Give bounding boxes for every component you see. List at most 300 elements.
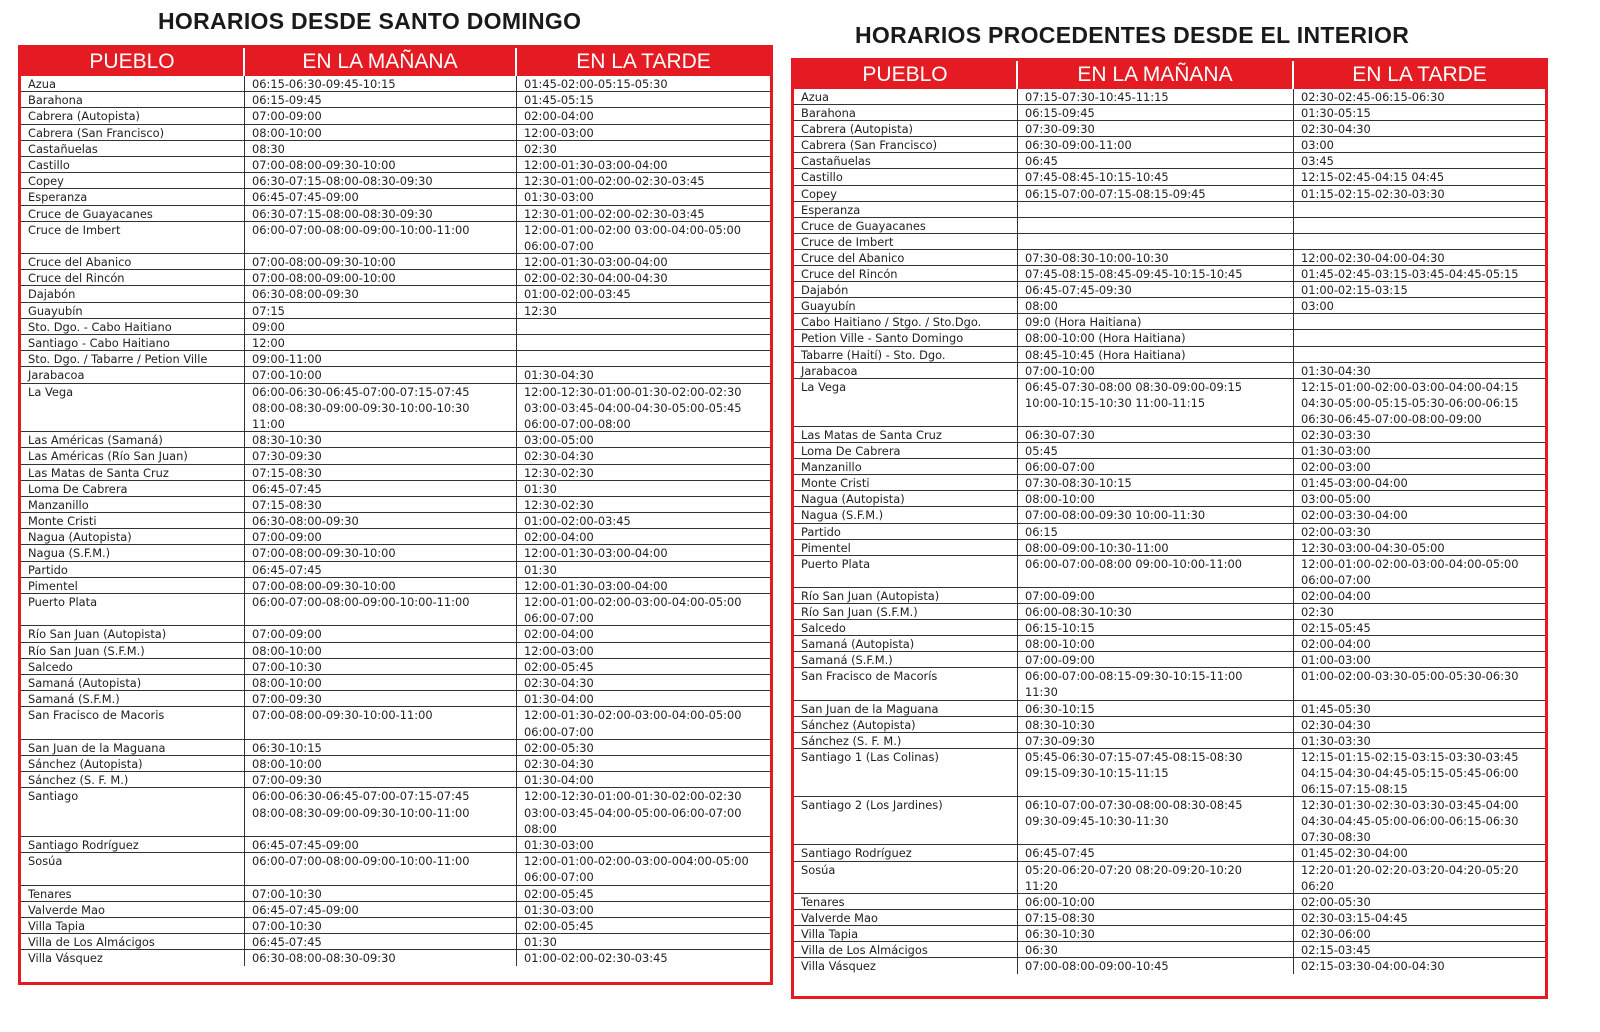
morning-cell: 07:30-08:30-10:15: [1018, 475, 1294, 490]
table-row: [794, 652, 1545, 668]
morning-cell: 06:30-07:15-08:00-08:30-09:30: [245, 173, 517, 188]
afternoon-cell: 01:00-03:00: [1301, 653, 1371, 668]
morning-cell: 09:0 (Hora Haitiana): [1018, 314, 1294, 329]
morning-cell: 06:45-07:45: [245, 934, 517, 949]
table-row: [21, 594, 770, 626]
morning-cell: 06:10-07:00-07:30-08:00-08:30-08:45 09:30-09:45-10:30-11:30: [1018, 797, 1294, 844]
morning-cell: [1018, 218, 1294, 233]
morning-cell: 05:20-06:20-07:20 08:20-09:20-10:20 11:20: [1018, 862, 1294, 893]
morning-cell: 06:15-10:15: [1018, 620, 1294, 635]
table-row: [21, 529, 770, 545]
afternoon-cell: 01:00-02:00-03:45: [524, 514, 631, 529]
afternoon-cell: 12:00-01:30-03:00-04:00: [524, 546, 668, 561]
afternoon-cell: 02:00-03:30: [1301, 524, 1371, 539]
afternoon-cell: 12:15-01:00-02:00-03:00-04:00-04:15 04:30-05:00-05:15-05:30-06:00-06:15 06:30-06:45-07:00-08:00-09:00: [1301, 379, 1519, 426]
town-cell: Esperanza: [794, 202, 1018, 217]
table-row: [21, 384, 770, 433]
table-row: [21, 902, 770, 918]
left-title: HORARIOS DESDE SANTO DOMINGO: [158, 8, 582, 34]
afternoon-cell: 12:00-03:00: [524, 643, 594, 658]
morning-cell: 06:00-06:30-06:45-07:00-07:15-07:45 08:00-08:30-09:00-09:30-10:00-11:00: [245, 788, 517, 836]
morning-cell: 06:15: [1018, 524, 1294, 539]
afternoon-cell: 12:00-01:00-02:00-03:00-04:00-05:00 06:00-07:00: [524, 595, 742, 626]
afternoon-cell: 02:15-05:45: [1301, 621, 1371, 636]
town-cell: Manzanillo: [794, 459, 1018, 474]
schedule-table-from-santo-domingo: [18, 45, 773, 985]
table-row: [794, 475, 1545, 491]
afternoon-cell: 12:00-01:30-03:00-04:00: [524, 255, 668, 270]
afternoon-cell: 02:30-04:30: [524, 676, 594, 690]
morning-cell: 07:00-08:00-09:00-10:00: [245, 270, 517, 285]
morning-cell: 06:45-07:45-09:30: [1018, 282, 1294, 297]
table-row: [794, 958, 1545, 974]
table-row: [21, 659, 770, 675]
afternoon-cell: 03:00-05:00: [1301, 492, 1371, 507]
table-row: [794, 524, 1545, 540]
table-row: [21, 270, 770, 286]
town-cell: Copey: [21, 173, 245, 188]
morning-cell: 06:45-07:45: [245, 562, 517, 577]
table-row: [794, 717, 1545, 733]
morning-cell: 07:45-08:15-08:45-09:45-10:15-10:45: [1018, 266, 1294, 281]
table-body: [794, 89, 1545, 974]
morning-cell: 06:45-07:45-09:00: [245, 837, 517, 852]
afternoon-cell: 01:00-02:15-03:15: [1301, 283, 1408, 298]
afternoon-cell: 02:00-05:45: [524, 659, 594, 674]
town-cell: San Fracisco de Macoris: [21, 707, 245, 738]
morning-cell: 06:45-07:45: [245, 481, 517, 496]
morning-cell: 06:45-07:45: [1018, 845, 1294, 860]
afternoon-cell: 02:00-05:45: [524, 918, 594, 933]
afternoon-cell: [517, 335, 770, 350]
morning-cell: 07:00-10:00: [245, 367, 517, 382]
table-row: [794, 121, 1545, 137]
table-row: [21, 562, 770, 578]
afternoon-cell: 01:00-02:00-03:45: [524, 287, 631, 302]
table-row: [21, 351, 770, 367]
town-cell: Santiago Rodríguez: [21, 837, 245, 852]
table-row: [794, 507, 1545, 523]
table-row: [794, 910, 1545, 926]
afternoon-cell: 01:45-03:00-04:00: [1301, 476, 1408, 491]
afternoon-cell: 03:00-05:00: [524, 433, 594, 448]
afternoon-cell: [1294, 330, 1545, 345]
morning-cell: 06:15-07:00-07:15-08:15-09:45: [1018, 186, 1294, 201]
town-cell: Cabrera (San Francisco): [794, 137, 1018, 152]
table-row: [21, 222, 770, 254]
morning-cell: 06:15-06:30-09:45-10:15: [245, 76, 517, 91]
table-row: [21, 141, 770, 157]
table-row: [794, 459, 1545, 475]
table-row: [794, 347, 1545, 363]
afternoon-cell: 01:30: [524, 935, 557, 950]
town-cell: Partido: [21, 562, 245, 577]
town-cell: Guayubín: [794, 298, 1018, 313]
town-cell: La Vega: [21, 384, 245, 432]
morning-cell: 06:00-10:00: [1018, 894, 1294, 909]
afternoon-cell: 02:00-05:30: [1301, 894, 1371, 909]
table-row: [21, 626, 770, 642]
morning-cell: 08:30: [245, 141, 517, 156]
column-header-morning: EN LA MAÑANA: [1018, 61, 1294, 89]
table-row: [794, 733, 1545, 749]
morning-cell: 06:30-08:00-09:30: [245, 513, 517, 528]
table-row: [794, 862, 1545, 894]
town-cell: Sto. Dgo. / Tabarre / Petion Ville: [21, 351, 245, 366]
table-header: [794, 61, 1545, 89]
table-body: [21, 76, 770, 966]
table-row: [21, 772, 770, 788]
table-row: [794, 540, 1545, 556]
table-row: [21, 497, 770, 513]
table-row: [21, 934, 770, 950]
morning-cell: 06:15-09:45: [1018, 105, 1294, 120]
table-row: [21, 367, 770, 383]
afternoon-cell: 12:30-02:30: [524, 497, 594, 512]
afternoon-cell: 02:00-03:00: [1301, 460, 1371, 475]
afternoon-cell: [1294, 218, 1545, 233]
afternoon-cell: 01:15-02:15-02:30-03:30: [1301, 186, 1445, 201]
afternoon-cell: 01:30-04:00: [524, 692, 594, 707]
town-cell: Jarabacoa: [794, 363, 1018, 378]
morning-cell: 07:00-09:30: [245, 691, 517, 706]
morning-cell: 06:45: [1018, 153, 1294, 168]
town-cell: Sánchez (S. F. M.): [794, 733, 1018, 748]
town-cell: Barahona: [794, 105, 1018, 120]
table-row: [21, 740, 770, 756]
morning-cell: 06:00-07:00-08:00 09:00-10:00-11:00: [1018, 556, 1294, 587]
afternoon-cell: 02:00-04:00: [524, 627, 594, 642]
morning-cell: 06:00-08:30-10:30: [1018, 604, 1294, 619]
town-cell: Santiago - Cabo Haitiano: [21, 335, 245, 350]
morning-cell: 07:15-07:30-10:45-11:15: [1018, 89, 1294, 104]
column-header-afternoon: EN LA TARDE: [1352, 63, 1487, 86]
town-cell: Manzanillo: [21, 497, 245, 512]
table-row: [794, 668, 1545, 700]
afternoon-cell: 12:00-01:00-02:00-03:00-04:00-05:00 06:00-07:00: [1301, 556, 1519, 587]
town-cell: Río San Juan (Autopista): [794, 588, 1018, 603]
table-row: [21, 481, 770, 497]
town-cell: Cruce de Imbert: [794, 234, 1018, 249]
morning-cell: 06:15-09:45: [245, 92, 517, 107]
table-row: [21, 108, 770, 124]
morning-cell: 07:30-09:30: [245, 448, 517, 463]
table-row: [21, 206, 770, 222]
town-cell: Villa de Los Almácigos: [794, 942, 1018, 957]
town-cell: Las Américas (Samaná): [21, 432, 245, 447]
town-cell: Río San Juan (Autopista): [21, 626, 245, 641]
morning-cell: 06:30-09:00-11:00: [1018, 137, 1294, 152]
afternoon-cell: [517, 351, 770, 366]
morning-cell: 07:00-08:00-09:30-10:00: [245, 578, 517, 593]
town-cell: Villa Tapia: [21, 918, 245, 933]
morning-cell: 07:00-08:00-09:00-10:45: [1018, 958, 1294, 974]
town-cell: Barahona: [21, 92, 245, 107]
afternoon-cell: 12:20-01:20-02:20-03:20-04:20-05:20 06:20: [1301, 862, 1519, 893]
town-cell: Río San Juan (S.F.M.): [794, 604, 1018, 619]
table-row: [21, 335, 770, 351]
afternoon-cell: 02:00-03:30-04:00: [1301, 508, 1408, 523]
afternoon-cell: 01:45-02:30-04:00: [1301, 846, 1408, 861]
afternoon-cell: 12:00-12:30-01:00-01:30-02:00-02:30 03:00-03:45-04:00-05:00-06:00-07:00 08:00: [524, 789, 742, 836]
table-row: [21, 465, 770, 481]
town-cell: Sánchez (S. F. M.): [21, 772, 245, 787]
town-cell: Río San Juan (S.F.M.): [21, 643, 245, 658]
afternoon-cell: 02:00-02:30-04:00-04:30: [524, 271, 668, 286]
morning-cell: 08:00-10:00: [245, 125, 517, 140]
town-cell: Jarabacoa: [21, 367, 245, 382]
morning-cell: 06:00-06:30-06:45-07:00-07:15-07:45 08:00-08:30-09:00-09:30-10:00-10:30 11:00: [245, 384, 517, 432]
afternoon-cell: 01:00-02:00-02:30-03:45: [524, 951, 668, 966]
morning-cell: 06:00-07:00-08:15-09:30-10:15-11:00 11:30: [1018, 668, 1294, 699]
town-cell: Castañuelas: [21, 141, 245, 156]
town-cell: San Juan de la Maguana: [794, 701, 1018, 716]
town-cell: Cruce del Rincón: [794, 266, 1018, 281]
table-row: [21, 448, 770, 464]
town-cell: Castillo: [21, 157, 245, 172]
afternoon-cell: 01:45-02:00-05:15-05:30: [524, 77, 668, 91]
table-row: [794, 234, 1545, 250]
town-cell: Copey: [794, 186, 1018, 201]
town-cell: Cruce de Guayacanes: [794, 218, 1018, 233]
morning-cell: 07:30-08:30-10:00-10:30: [1018, 250, 1294, 265]
morning-cell: 07:15-08:30: [245, 497, 517, 512]
afternoon-cell: 12:30-01:00-02:00-02:30-03:45: [524, 174, 705, 189]
morning-cell: 06:30-10:30: [1018, 926, 1294, 941]
table-row: [21, 578, 770, 594]
morning-cell: 07:00-09:00: [1018, 588, 1294, 603]
town-cell: Puerto Plata: [794, 556, 1018, 587]
afternoon-cell: 02:30-04:30: [1301, 717, 1371, 732]
morning-cell: 07:15-08:30: [245, 465, 517, 480]
town-cell: La Vega: [794, 379, 1018, 426]
table-row: [21, 643, 770, 659]
table-row: [794, 604, 1545, 620]
table-row: [21, 886, 770, 902]
town-cell: Cabrera (San Francisco): [21, 125, 245, 140]
afternoon-cell: 02:00-04:00: [1301, 637, 1371, 652]
afternoon-cell: 02:30: [1301, 605, 1334, 620]
morning-cell: 07:15-08:30: [1018, 910, 1294, 925]
morning-cell: 07:00-09:00: [245, 626, 517, 641]
table-row: [794, 749, 1545, 797]
morning-cell: 07:00-10:30: [245, 659, 517, 674]
morning-cell: 08:30-10:30: [245, 432, 517, 447]
afternoon-cell: 01:30-04:00: [524, 773, 594, 788]
morning-cell: 07:00-08:00-09:30-10:00: [245, 157, 517, 172]
town-cell: Salcedo: [794, 620, 1018, 635]
table-row: [794, 89, 1545, 105]
afternoon-cell: 02:00-04:00: [524, 530, 594, 545]
table-row: [794, 491, 1545, 507]
morning-cell: 07:00-09:00: [1018, 652, 1294, 667]
morning-cell: 06:30-08:00-09:30: [245, 286, 517, 301]
town-cell: Pimentel: [21, 578, 245, 593]
column-header-town: PUEBLO: [21, 48, 245, 76]
morning-cell: 07:30-09:30: [1018, 733, 1294, 748]
afternoon-cell: 02:30-03:15-04:45: [1301, 910, 1408, 925]
afternoon-cell: 01:30-05:15: [1301, 106, 1371, 121]
table-row: [21, 189, 770, 205]
morning-cell: 07:00-08:00-09:30 10:00-11:30: [1018, 507, 1294, 522]
town-cell: Cruce de Imbert: [21, 222, 245, 253]
afternoon-cell: 01:30-03:00: [524, 902, 594, 917]
morning-cell: 07:00-10:30: [245, 886, 517, 901]
table-row: [21, 756, 770, 772]
afternoon-cell: 02:30-04:30: [1301, 122, 1371, 137]
town-cell: Tenares: [21, 886, 245, 901]
town-cell: Loma De Cabrera: [794, 443, 1018, 458]
table-row: [794, 926, 1545, 942]
town-cell: Nagua (Autopista): [794, 491, 1018, 506]
table-header: [21, 48, 770, 76]
town-cell: Nagua (S.F.M.): [794, 507, 1018, 522]
town-cell: Castillo: [794, 169, 1018, 184]
morning-cell: 08:00-10:00: [245, 756, 517, 771]
town-cell: Cabo Haitiano / Stgo. / Sto.Dgo.: [794, 314, 1018, 329]
town-cell: Cabrera (Autopista): [794, 121, 1018, 136]
table-row: [21, 837, 770, 853]
table-row: [794, 636, 1545, 652]
afternoon-cell: 02:00-05:30: [524, 740, 594, 755]
table-row: [21, 707, 770, 739]
table-row: [21, 76, 770, 92]
town-cell: Cruce del Rincón: [21, 270, 245, 285]
morning-cell: 08:00: [1018, 298, 1294, 313]
town-cell: Sto. Dgo. - Cabo Haitiano: [21, 319, 245, 334]
afternoon-cell: 02:15-03:30-04:00-04:30: [1301, 959, 1445, 974]
morning-cell: 12:00: [245, 335, 517, 350]
table-row: [794, 443, 1545, 459]
afternoon-cell: 12:30-01:00-02:00-02:30-03:45: [524, 206, 705, 221]
town-cell: Samaná (S.F.M.): [794, 652, 1018, 667]
afternoon-cell: 12:00-01:00-02:00-03:00-004:00-05:00 06:00-07:00: [524, 854, 749, 885]
afternoon-cell: 02:15-03:45: [1301, 943, 1371, 958]
morning-cell: 06:00-07:00-08:00-09:00-10:00-11:00: [245, 853, 517, 884]
afternoon-cell: 12:00-12:30-01:00-01:30-02:00-02:30 03:00-03:45-04:00-04:30-05:00-05:45 06:00-07:00-08:00: [524, 384, 742, 431]
afternoon-cell: 02:00-05:45: [524, 886, 594, 901]
morning-cell: 07:00-10:00: [1018, 363, 1294, 378]
afternoon-cell: 03:00: [1301, 299, 1334, 314]
table-row: [794, 556, 1545, 588]
town-cell: Villa Tapia: [794, 926, 1018, 941]
town-cell: Valverde Mao: [21, 902, 245, 917]
town-cell: Dajabón: [794, 282, 1018, 297]
table-row: [21, 513, 770, 529]
afternoon-cell: 12:15-01:15-02:15-03:15-03:30-03:45 04:15-04:30-04:45-05:15-05:45-06:00 06:15-07:15-08:15: [1301, 749, 1519, 797]
town-cell: Partido: [794, 524, 1018, 539]
morning-cell: 06:45-07:30-08:00 08:30-09:00-09:15 10:00-10:15-10:30 11:00-11:15: [1018, 379, 1294, 426]
afternoon-cell: 01:30: [524, 562, 557, 577]
table-row: [794, 894, 1545, 910]
table-row: [21, 125, 770, 141]
afternoon-cell: [1294, 202, 1545, 217]
town-cell: Santiago Rodríguez: [794, 845, 1018, 860]
table-row: [794, 186, 1545, 202]
town-cell: Sánchez (Autopista): [794, 717, 1018, 732]
town-cell: Cabrera (Autopista): [21, 108, 245, 123]
table-row: [794, 314, 1545, 330]
morning-cell: 08:00-10:00: [1018, 636, 1294, 651]
table-row: [794, 298, 1545, 314]
afternoon-cell: 02:00-04:00: [524, 109, 594, 124]
table-row: [794, 137, 1545, 153]
afternoon-cell: 12:30: [524, 303, 557, 318]
afternoon-cell: 02:30-02:45-06:15-06:30: [1301, 90, 1445, 104]
morning-cell: 07:15: [245, 303, 517, 318]
town-cell: Cruce del Abanico: [21, 254, 245, 269]
morning-cell: 06:30: [1018, 942, 1294, 957]
table-row: [794, 218, 1545, 234]
morning-cell: 06:00-07:00-08:00-09:00-10:00-11:00: [245, 222, 517, 253]
table-row: [794, 797, 1545, 845]
morning-cell: 07:00-09:00: [245, 529, 517, 544]
table-row: [794, 363, 1545, 379]
town-cell: Villa Vásquez: [21, 950, 245, 966]
town-cell: Tenares: [794, 894, 1018, 909]
afternoon-cell: 12:00-01:00-02:00 03:00-04:00-05:00 06:00-07:00: [524, 222, 742, 253]
table-row: [794, 169, 1545, 185]
morning-cell: 06:30-08:00-08:30-09:30: [245, 950, 517, 966]
table-row: [21, 157, 770, 173]
morning-cell: 05:45-06:30-07:15-07:45-08:15-08:30 09:15-09:30-10:15-11:15: [1018, 749, 1294, 796]
afternoon-cell: 02:30-04:30: [524, 756, 594, 771]
afternoon-cell: 01:00-02:00-03:30-05:00-05:30-06:30: [1301, 669, 1519, 684]
table-row: [794, 620, 1545, 636]
town-cell: Guayubín: [21, 303, 245, 318]
morning-cell: 06:45-07:45-09:00: [245, 902, 517, 917]
column-header-morning: EN LA MAÑANA: [245, 48, 517, 76]
town-cell: Santiago 1 (Las Colinas): [794, 749, 1018, 796]
afternoon-cell: 12:00-03:00: [524, 125, 594, 140]
afternoon-cell: [517, 319, 770, 334]
table-row: [21, 254, 770, 270]
town-cell: Sosúa: [794, 862, 1018, 893]
column-header-town: PUEBLO: [794, 61, 1018, 89]
table-row: [21, 545, 770, 561]
table-row: [21, 691, 770, 707]
afternoon-cell: 03:45: [1301, 154, 1334, 169]
table-row: [794, 845, 1545, 861]
morning-cell: 06:30-07:15-08:00-08:30-09:30: [245, 206, 517, 221]
table-row: [21, 432, 770, 448]
afternoon-cell: 01:30-03:00: [524, 837, 594, 852]
table-row: [794, 105, 1545, 121]
table-row: [794, 153, 1545, 169]
table-row: [21, 173, 770, 189]
morning-cell: 07:00-08:00-09:30-10:00: [245, 545, 517, 560]
table-row: [794, 202, 1545, 218]
town-cell: Castañuelas: [794, 153, 1018, 168]
afternoon-cell: 12:00-01:30-02:00-03:00-04:00-05:00 06:00-07:00: [524, 708, 742, 739]
afternoon-cell: [1294, 314, 1545, 329]
town-cell: Esperanza: [21, 189, 245, 204]
table-row: [794, 266, 1545, 282]
table-row: [794, 701, 1545, 717]
town-cell: Salcedo: [21, 659, 245, 674]
afternoon-cell: 12:15-02:45-04:15 04:45: [1301, 170, 1445, 185]
morning-cell: 07:00-08:00-09:30-10:00: [245, 254, 517, 269]
town-cell: Las Américas (Río San Juan): [21, 448, 245, 463]
town-cell: Tabarre (Haití) - Sto. Dgo.: [794, 347, 1018, 362]
table-row: [21, 286, 770, 302]
morning-cell: 06:30-10:15: [1018, 701, 1294, 716]
town-cell: Puerto Plata: [21, 594, 245, 625]
town-cell: Monte Cristi: [21, 513, 245, 528]
afternoon-cell: 02:30: [524, 141, 557, 156]
town-cell: Azua: [794, 89, 1018, 104]
table-row: [794, 282, 1545, 298]
